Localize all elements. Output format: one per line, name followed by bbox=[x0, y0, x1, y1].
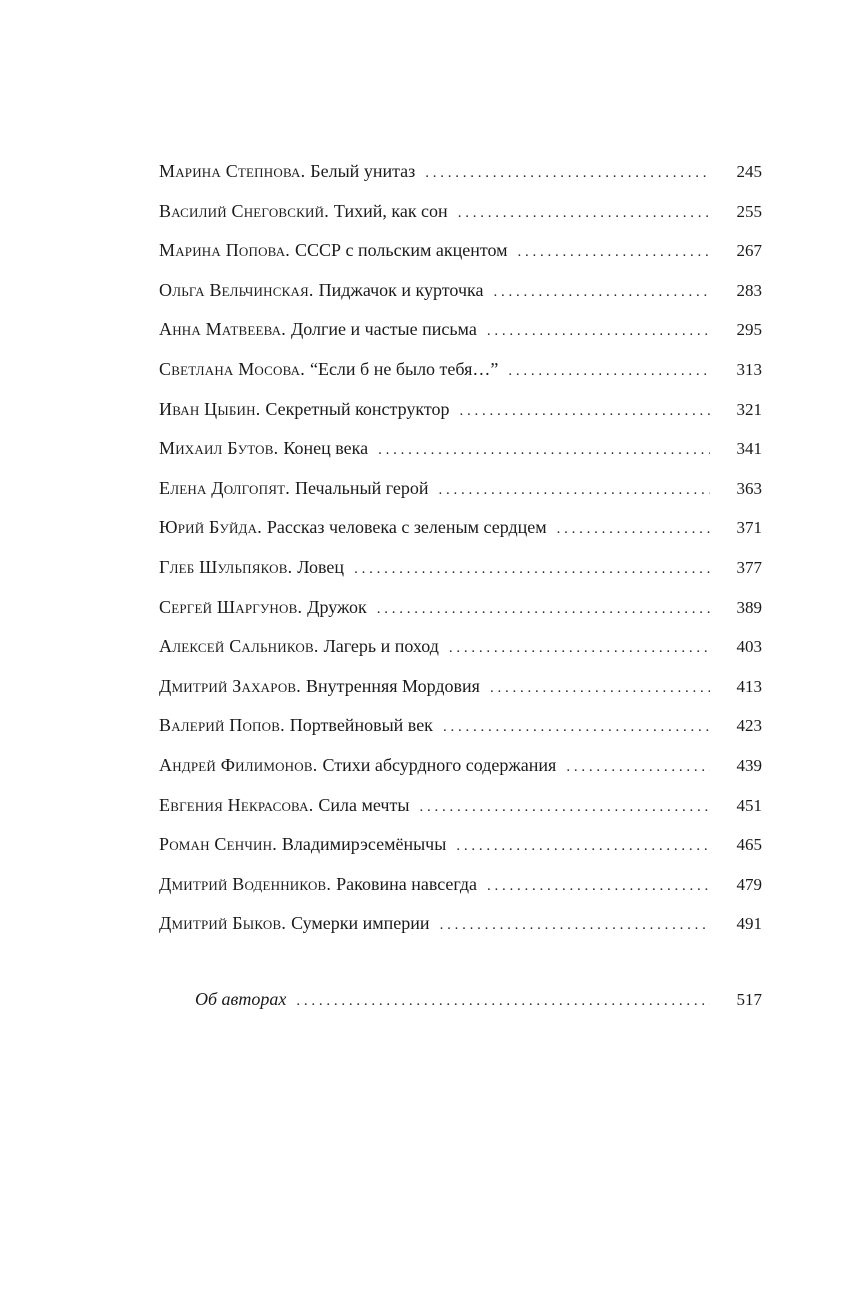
toc-title: Долгие и частые письма bbox=[290, 319, 477, 340]
dot-leader bbox=[487, 867, 710, 907]
dot-leader bbox=[460, 392, 710, 432]
toc-entry[interactable] bbox=[159, 865, 762, 905]
toc-page-number: 451 bbox=[736, 795, 762, 815]
toc-title: “Если б не было тебя…” bbox=[309, 358, 499, 379]
toc-author: Светлана Мосова. bbox=[159, 358, 305, 379]
toc-author: Марина Степнова. bbox=[159, 161, 306, 181]
dot-leader bbox=[458, 194, 710, 234]
toc-page-number: 295 bbox=[736, 320, 762, 340]
dot-leader bbox=[518, 233, 710, 273]
toc-title: Сумерки империи bbox=[291, 913, 430, 934]
toc-author: Сергей Шаргунов. bbox=[159, 596, 303, 617]
toc-entry[interactable] bbox=[159, 627, 762, 667]
toc-entry[interactable] bbox=[159, 429, 762, 469]
toc-author: Елена Долгопят. bbox=[159, 477, 290, 498]
toc-page-number: 413 bbox=[736, 676, 762, 696]
toc-title: Дружок bbox=[307, 596, 367, 617]
toc-entry[interactable] bbox=[159, 390, 762, 430]
dot-leader bbox=[354, 550, 710, 590]
dot-leader bbox=[557, 510, 710, 550]
toc-page-number: 389 bbox=[736, 597, 762, 617]
toc-page-number: 283 bbox=[736, 280, 762, 300]
toc-author: Роман Сенчин. bbox=[159, 834, 277, 855]
toc-page-number: 517 bbox=[736, 990, 762, 1009]
toc-author: Глеб Шульпяков. bbox=[159, 556, 293, 577]
toc-page-number: 403 bbox=[736, 637, 762, 657]
toc-entry[interactable] bbox=[159, 706, 762, 746]
toc-entry[interactable] bbox=[159, 508, 762, 548]
toc-entry[interactable] bbox=[159, 667, 762, 707]
toc-entry[interactable] bbox=[159, 786, 762, 826]
dot-leader bbox=[449, 629, 710, 669]
dot-leader bbox=[508, 352, 710, 392]
toc-author: Василий Снеговский. bbox=[159, 200, 329, 221]
toc-appendix bbox=[195, 980, 762, 1020]
toc-title: Секретный конструктор bbox=[265, 398, 450, 419]
toc-entry[interactable] bbox=[159, 350, 762, 390]
toc-title: Лагерь и поход bbox=[323, 636, 439, 657]
toc-author: Анна Матвеева. bbox=[159, 319, 286, 340]
toc-page-number: 245 bbox=[736, 162, 762, 181]
toc-entry[interactable] bbox=[159, 310, 762, 350]
toc-title: Пиджачок и курточка bbox=[318, 279, 484, 300]
dot-leader bbox=[439, 471, 710, 511]
toc-entry[interactable] bbox=[159, 192, 762, 232]
toc-page-number: 423 bbox=[736, 716, 762, 736]
toc-page-number: 371 bbox=[736, 518, 762, 538]
toc-author: Дмитрий Быков. bbox=[159, 913, 287, 934]
toc-entry[interactable] bbox=[159, 152, 762, 192]
toc-title: Стихи абсурдного содержания bbox=[322, 754, 557, 775]
toc-title: Ловец bbox=[297, 556, 345, 577]
dot-leader bbox=[566, 748, 710, 788]
table-of-contents bbox=[159, 152, 762, 944]
toc-author: Михаил Бутов. bbox=[159, 438, 279, 459]
toc-page-number: 479 bbox=[736, 874, 762, 894]
toc-entry[interactable] bbox=[159, 825, 762, 865]
toc-entry-about-authors[interactable] bbox=[195, 980, 762, 1020]
toc-author: Валерий Попов. bbox=[159, 715, 285, 736]
toc-title: Раковина навсегда bbox=[336, 873, 478, 894]
toc-page-number: 267 bbox=[736, 241, 762, 261]
toc-author: Евгения Некрасова. bbox=[159, 794, 314, 815]
toc-author: Ольга Вельчинская. bbox=[159, 279, 314, 300]
toc-page-number: 377 bbox=[736, 557, 762, 577]
dot-leader bbox=[425, 154, 710, 194]
toc-author: Алексей Сальников. bbox=[159, 636, 319, 657]
dot-leader bbox=[377, 590, 710, 630]
toc-author: Дмитрий Захаров. bbox=[159, 675, 302, 696]
toc-entry[interactable] bbox=[159, 548, 762, 588]
dot-leader bbox=[443, 708, 710, 748]
toc-title: Конец века bbox=[283, 438, 369, 459]
toc-page-number: 465 bbox=[736, 835, 762, 855]
toc-entry[interactable] bbox=[159, 469, 762, 509]
dot-leader bbox=[419, 788, 710, 828]
toc-page-number: 341 bbox=[736, 439, 762, 459]
toc-entry[interactable] bbox=[159, 231, 762, 271]
toc-entry[interactable] bbox=[159, 588, 762, 628]
toc-title: Об авторах bbox=[195, 989, 287, 1009]
dot-leader bbox=[490, 669, 710, 709]
toc-title: Печальный герой bbox=[294, 477, 429, 498]
toc-author: Марина Попова. bbox=[159, 240, 290, 261]
toc-title: Белый унитаз bbox=[310, 161, 416, 181]
toc-entry[interactable] bbox=[159, 904, 762, 944]
toc-page-number: 255 bbox=[736, 201, 762, 221]
toc-entry[interactable] bbox=[159, 271, 762, 311]
toc-author: Андрей Филимонов. bbox=[159, 754, 318, 775]
dot-leader bbox=[493, 273, 710, 313]
toc-page-number: 321 bbox=[736, 399, 762, 419]
toc-title: Владимирэсемёнычы bbox=[281, 834, 447, 855]
toc-page-number: 491 bbox=[736, 914, 762, 934]
dot-leader bbox=[456, 827, 710, 867]
toc-page-number: 313 bbox=[736, 359, 762, 379]
toc-author: Юрий Буйда. bbox=[159, 517, 262, 538]
toc-title: СССР с польским акцентом bbox=[295, 240, 508, 261]
dot-leader bbox=[440, 906, 710, 946]
dot-leader bbox=[378, 431, 710, 471]
dot-leader bbox=[487, 312, 710, 352]
toc-title: Сила мечты bbox=[318, 794, 410, 815]
toc-title: Портвейновый век bbox=[289, 715, 433, 736]
toc-page-number: 363 bbox=[736, 478, 762, 498]
toc-title: Рассказ человека с зеленым сердцем bbox=[266, 517, 547, 538]
toc-entry[interactable] bbox=[159, 746, 762, 786]
toc-page-number: 439 bbox=[736, 755, 762, 775]
dot-leader bbox=[296, 982, 710, 1022]
toc-author: Иван Цыбин. bbox=[159, 398, 261, 419]
toc-author: Дмитрий Воденников. bbox=[159, 873, 332, 894]
toc-title: Внутренняя Мордовия bbox=[306, 675, 480, 696]
toc-title: Тихий, как сон bbox=[333, 200, 448, 221]
